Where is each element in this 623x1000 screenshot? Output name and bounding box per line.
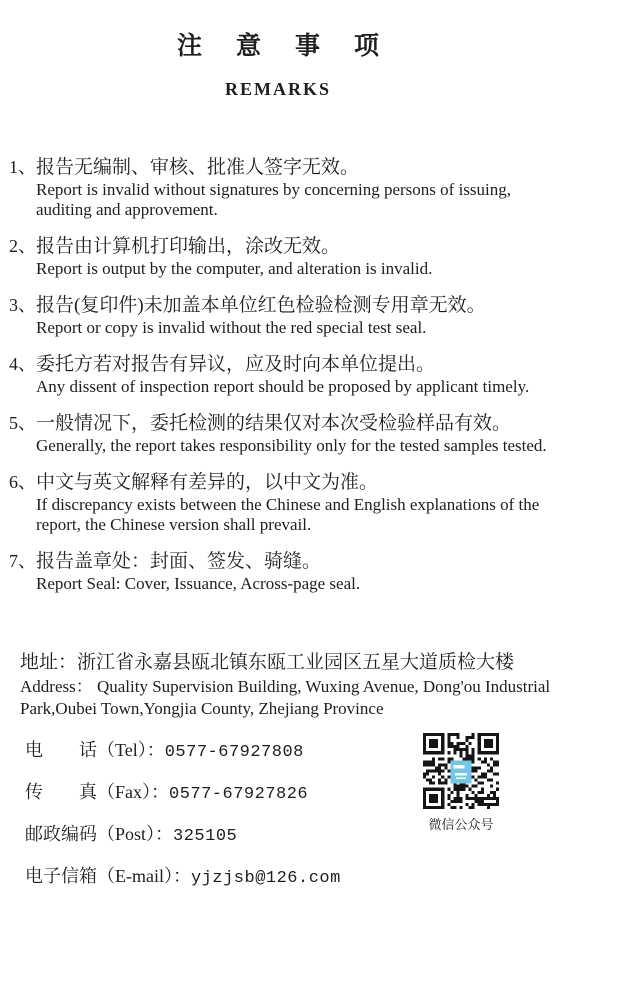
address-zh: 地址：浙江省永嘉县瓯北镇东瓯工业园区五星大道质检大楼 [20, 652, 515, 673]
fax-value: 0577-67927826 [169, 785, 309, 804]
item-text-en: Report or copy is invalid without the red special test seal. [36, 318, 427, 337]
item-number: 7、 [9, 551, 36, 571]
item-number: 1、 [9, 157, 36, 177]
item-number: 6、 [9, 472, 36, 492]
post-label: 邮政编码（Post）： [25, 824, 174, 844]
item-number: 3、 [9, 295, 36, 315]
item-text-zh: 报告由计算机打印输出，涂改无效。 [36, 236, 341, 257]
tel-label: 电 话（Tel）： [25, 740, 165, 760]
email-value: yjzjsb@126.com [190, 869, 341, 888]
email-label: 电子信箱（E-mail）： [25, 866, 191, 886]
notice-item-1 [9, 155, 623, 220]
item-text-zh: 一般情况下，委托检测的结果仅对本次受检验样品有效。 [36, 413, 512, 434]
item-text-zh: 中文与英文解释有差异的，以中文为准。 [36, 472, 379, 493]
address-block [0, 650, 623, 720]
wechat-qr-block [423, 733, 499, 833]
wechat-qr-code-icon [423, 733, 499, 809]
item-text-en: Report is output by the computer, and alteration is invalid. [36, 259, 433, 278]
notice-item-3 [9, 293, 623, 338]
notice-list [0, 155, 623, 594]
item-text-en: Report Seal: Cover, Issuance, Across-page seal. [36, 574, 361, 593]
item-text-en: Report is invalid without signatures by concerning persons of issuing, auditing and approvement. [36, 180, 511, 219]
notice-item-2 [9, 234, 623, 279]
item-number: 2、 [9, 236, 36, 256]
post-value: 325105 [173, 827, 238, 846]
item-text-zh: 报告(复印件)未加盖本单位红色检验检测专用章无效。 [36, 295, 486, 316]
qr-caption: 微信公众号 [428, 817, 494, 832]
page-title-zh: 注意事项 [176, 33, 413, 60]
item-text-en: Any dissent of inspection report should be proposed by applicant timely. [36, 377, 530, 396]
notice-item-7 [9, 549, 623, 594]
item-text-zh: 报告无编制、审核、批准人签字无效。 [36, 157, 360, 178]
item-text-zh: 报告盖章处：封面、签发、骑缝。 [36, 551, 322, 572]
page-title-en: REMARKS [224, 79, 331, 99]
item-number: 5、 [9, 413, 36, 433]
contact-list [0, 740, 623, 889]
contact-row-email [25, 866, 623, 889]
notice-item-4 [9, 352, 623, 397]
fax-label: 传 真（Fax）： [25, 782, 169, 802]
notice-item-6 [9, 470, 623, 535]
address-en: Address： Quality Supervision Building, Wuxing Avenue, Dong'ou Industrial Park,Oubei Town,Yongjia County, Zhejiang Province [20, 677, 551, 718]
notice-item-5 [9, 411, 623, 456]
item-text-en: Generally, the report takes responsibility only for the tested samples tested. [36, 436, 547, 455]
tel-value: 0577-67927808 [164, 743, 304, 762]
title-block [0, 0, 556, 99]
contact-row-post [25, 824, 623, 847]
item-text-en: If discrepancy exists between the Chinese and English explanations of the report, the Chinese version shall prevail. [36, 495, 540, 534]
item-number: 4、 [9, 354, 36, 374]
item-text-zh: 委托方若对报告有异议，应及时向本单位提出。 [36, 354, 436, 375]
contact-row-fax [25, 782, 623, 805]
contact-row-tel [25, 740, 623, 763]
